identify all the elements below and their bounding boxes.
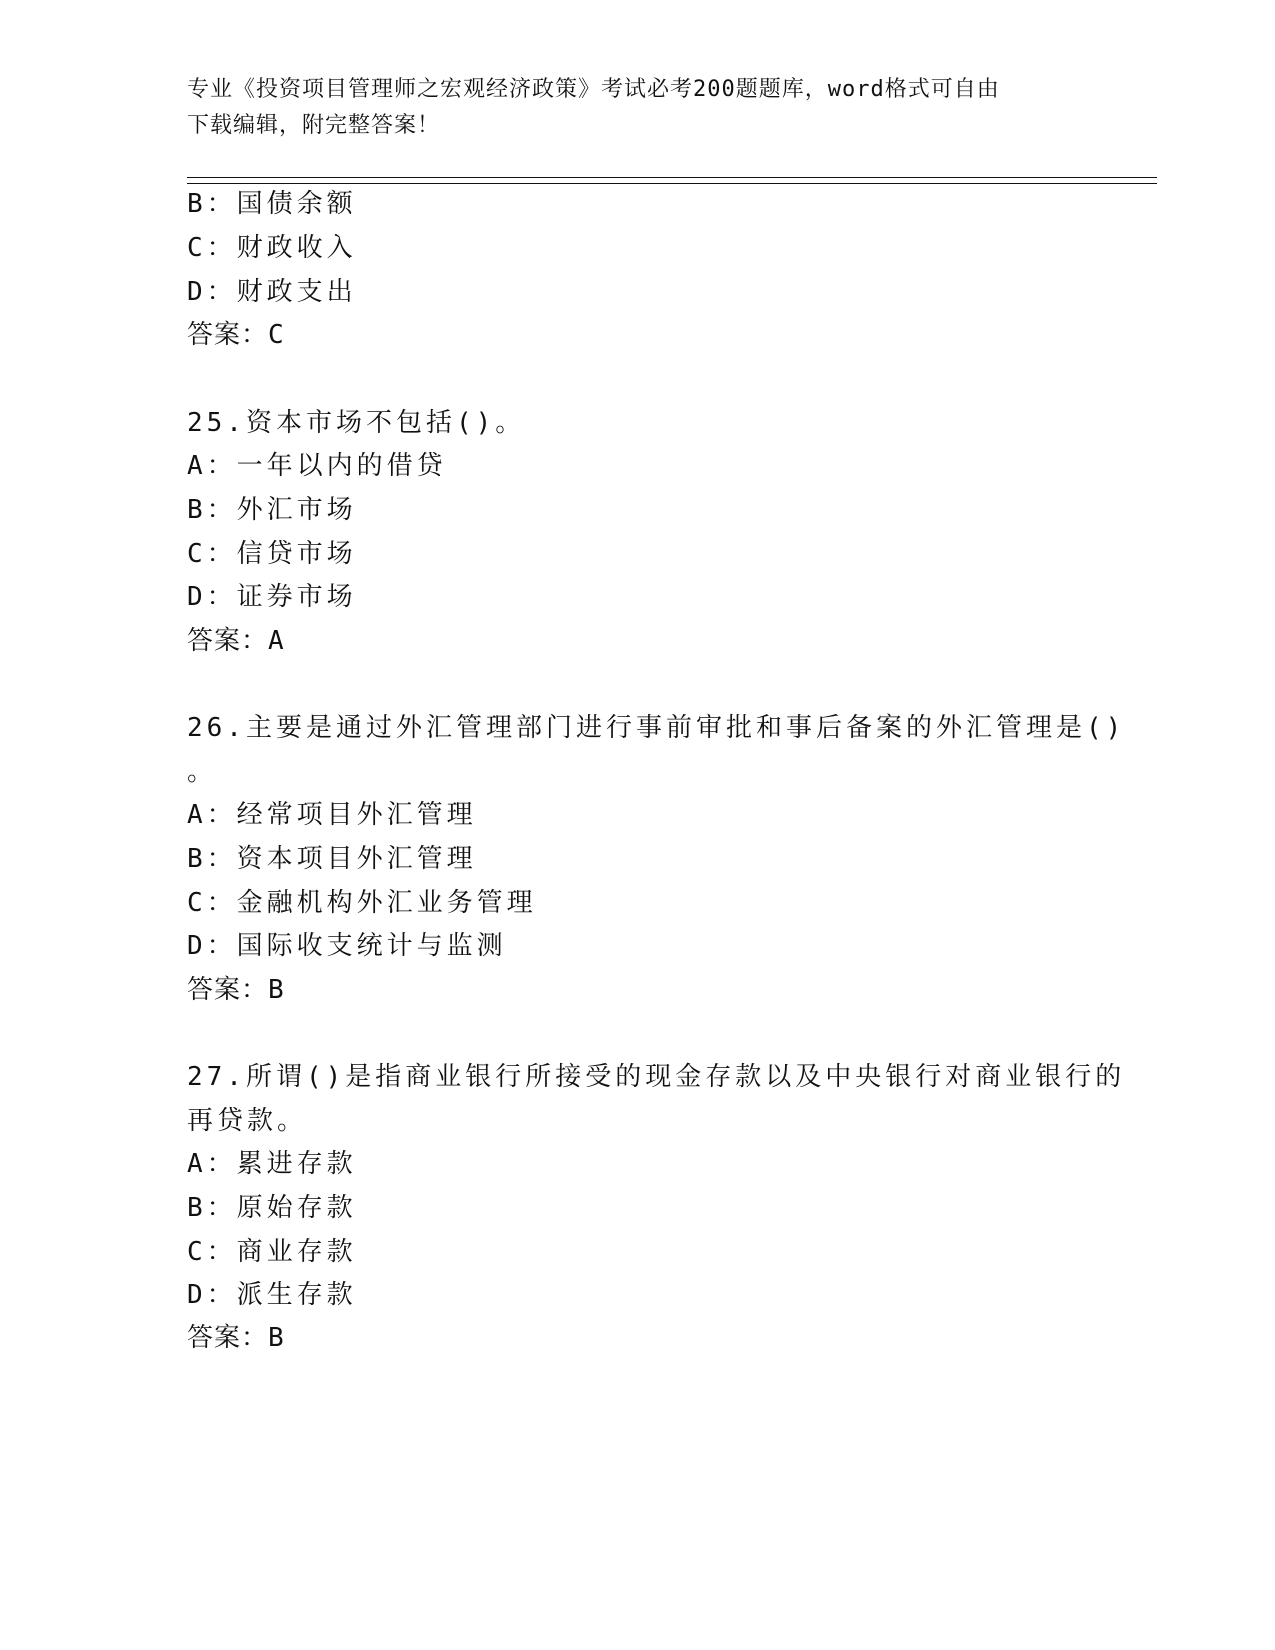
header-divider-top (187, 177, 1157, 178)
answer-label: 答案： (187, 1323, 269, 1353)
q27-question-line-1: 27.所谓()是指商业银行所接受的现金存款以及中央银行对商业银行的 (187, 1062, 1126, 1092)
answer-value: B (268, 1323, 285, 1353)
q24-answer (187, 319, 285, 351)
q26-option-b: B：资本项目外汇管理 (187, 844, 477, 874)
header-divider-bottom (187, 183, 1157, 184)
q27-option-d: D：派生存款 (187, 1280, 357, 1310)
q25-answer (187, 625, 285, 657)
q26-question-line-2: 。 (187, 757, 218, 787)
q25-option-d: D：证券市场 (187, 582, 357, 612)
q24-option-d: D：财政支出 (187, 277, 357, 307)
document-header (187, 72, 1087, 144)
q27-option-a: A：累进存款 (187, 1149, 357, 1179)
q25-option-b: B：外汇市场 (187, 495, 357, 525)
answer-label: 答案： (187, 975, 269, 1005)
answer-label: 答案： (187, 320, 269, 350)
header-line-1: 专业《投资项目管理师之宏观经济政策》考试必考200题题库，word格式可自由 (187, 77, 1000, 102)
header-line-2: 下载编辑，附完整答案！ (187, 113, 441, 138)
q25-question: 25.资本市场不包括()。 (187, 408, 526, 438)
q26-option-d: D：国际收支统计与监测 (187, 931, 507, 961)
q26-option-c: C：金融机构外汇业务管理 (187, 888, 537, 918)
answer-label: 答案： (187, 626, 269, 656)
q24-option-b: B：国债余额 (187, 189, 357, 219)
answer-value: A (268, 626, 285, 656)
q27-option-c: C：商业存款 (187, 1237, 357, 1267)
q27-option-b: B：原始存款 (187, 1193, 357, 1223)
q25-option-c: C：信贷市场 (187, 539, 357, 569)
q27-answer (187, 1322, 285, 1354)
answer-value: C (268, 320, 285, 350)
answer-value: B (268, 975, 285, 1005)
q26-question-line-1: 26.主要是通过外汇管理部门进行事前审批和事后备案的外汇管理是() (187, 713, 1126, 743)
q27-question-line-2: 再贷款。 (187, 1106, 308, 1136)
q24-option-c: C：财政收入 (187, 233, 357, 263)
q26-answer (187, 974, 285, 1006)
q25-option-a: A：一年以内的借贷 (187, 451, 447, 481)
q26-option-a: A：经常项目外汇管理 (187, 800, 477, 830)
